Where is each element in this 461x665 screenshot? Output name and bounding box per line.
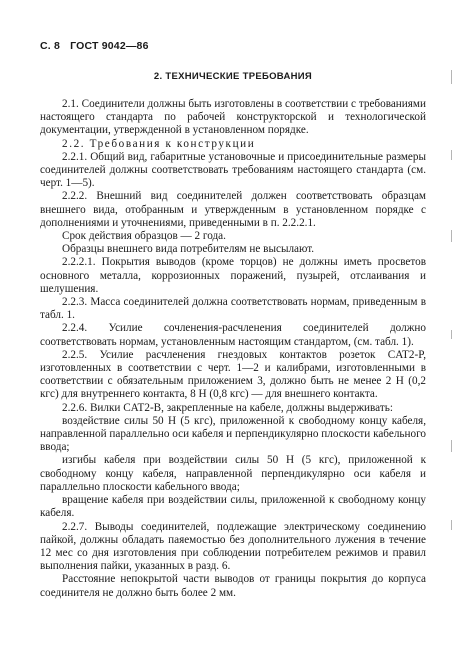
standard-code: ГОСТ 9042—86: [70, 40, 149, 52]
scan-mark: [451, 230, 452, 242]
paragraph: 2.2.4. Усилие сочленения-расчленения соединителей должно соответствовать нормам, установленным настоящим стандартом, (см. табл. 1).: [40, 322, 426, 348]
list-item: изгибы кабеля при воздействии силы 50 Н (5 кгс), приложенной к свободному концу кабеля, направленной перпендикулярно оси кабеля и параллельно плоскости кабельного ввода;: [40, 454, 426, 493]
page-header: [40, 40, 426, 52]
paragraph: Расстояние непокрытой части выводов от границы покрытия до корпуса соединителя не должно быть более 2 мм.: [40, 573, 426, 599]
paragraph: 2.2.6. Вилки CAT2-B, закрепленные на кабеле, должны выдерживать:: [62, 401, 393, 414]
list-item: воздействие силы 50 Н (5 кгс), приложенной к свободному концу кабеля, направленной параллельно оси кабеля и перпендикулярно плоскости кабельного ввода;: [40, 414, 426, 454]
paragraph: 2.2.1. Общий вид, габаритные установочные и присоединительные размеры соединителей должны соответствовать требованиям настоящего стандарта (см. черт. 1—5).: [40, 150, 426, 190]
subsection-heading: 2.2. Требования к конструкции: [62, 137, 256, 150]
paragraph: 2.2.5. Усилие расчленения гнездовых контактов розеток CAT2-P, изготовленных в соответствии с черт. 1—2 и калибрами, изготовленными в соответствии с обязательным приложением 3, должно быть не менее 2 Н (0,2 кгс) для внутреннего контакта, 8 Н (0,8 кгс) — для внешнего контакта.: [40, 348, 426, 401]
scan-mark: [451, 440, 452, 452]
section-body: [40, 98, 426, 600]
paragraph: 2.1. Соединители должны быть изготовлены в соответствии с требованиями настоящего стандарта по рабочей конструкторской и технологической документации, утвержденной в установленном порядке.: [40, 98, 426, 137]
scan-mark: [451, 330, 452, 339]
paragraph: 2.2.7. Выводы соединителей, подлежащие электрическому соединению пайкой, должны обладать паяемостью без дополнительного лужения в течение 12 мес со дня изготовления при соблюдении потребителем режимов и правил выполнения пайки, указанных в разд. 6.: [40, 520, 426, 573]
section-title: 2. ТЕХНИЧЕСКИЕ ТРЕБОВАНИЯ: [153, 71, 313, 82]
paragraph: Образцы внешнего вида потребителям не высылают.: [62, 243, 315, 256]
paragraph: 2.2.3. Масса соединителей должна соответствовать нормам, приведенным в табл. 1.: [40, 296, 426, 322]
scan-mark: [451, 520, 452, 530]
paragraph: Срок действия образцов — 2 года.: [62, 230, 226, 243]
list-item: вращение кабеля при воздействии силы, приложенной к свободному концу кабеля.: [40, 494, 426, 520]
scan-margin-marks: [451, 0, 461, 665]
page-number: С. 8: [40, 40, 61, 52]
scan-mark: [451, 70, 452, 84]
paragraph: 2.2.2.1. Покрытия выводов (кроме торцов) не должны иметь просветов основного металла, коррозионных поражений, пузырей, отслаивания и шелушения.: [40, 256, 426, 295]
scan-mark: [451, 150, 452, 160]
paragraph: 2.2.2. Внешний вид соединителей должен соответствовать образцам внешнего вида, отобранным и утвержденным в установленном порядке с дополнениями и уточнениями, приведенными в п. 2.2.2.1.: [40, 190, 426, 229]
